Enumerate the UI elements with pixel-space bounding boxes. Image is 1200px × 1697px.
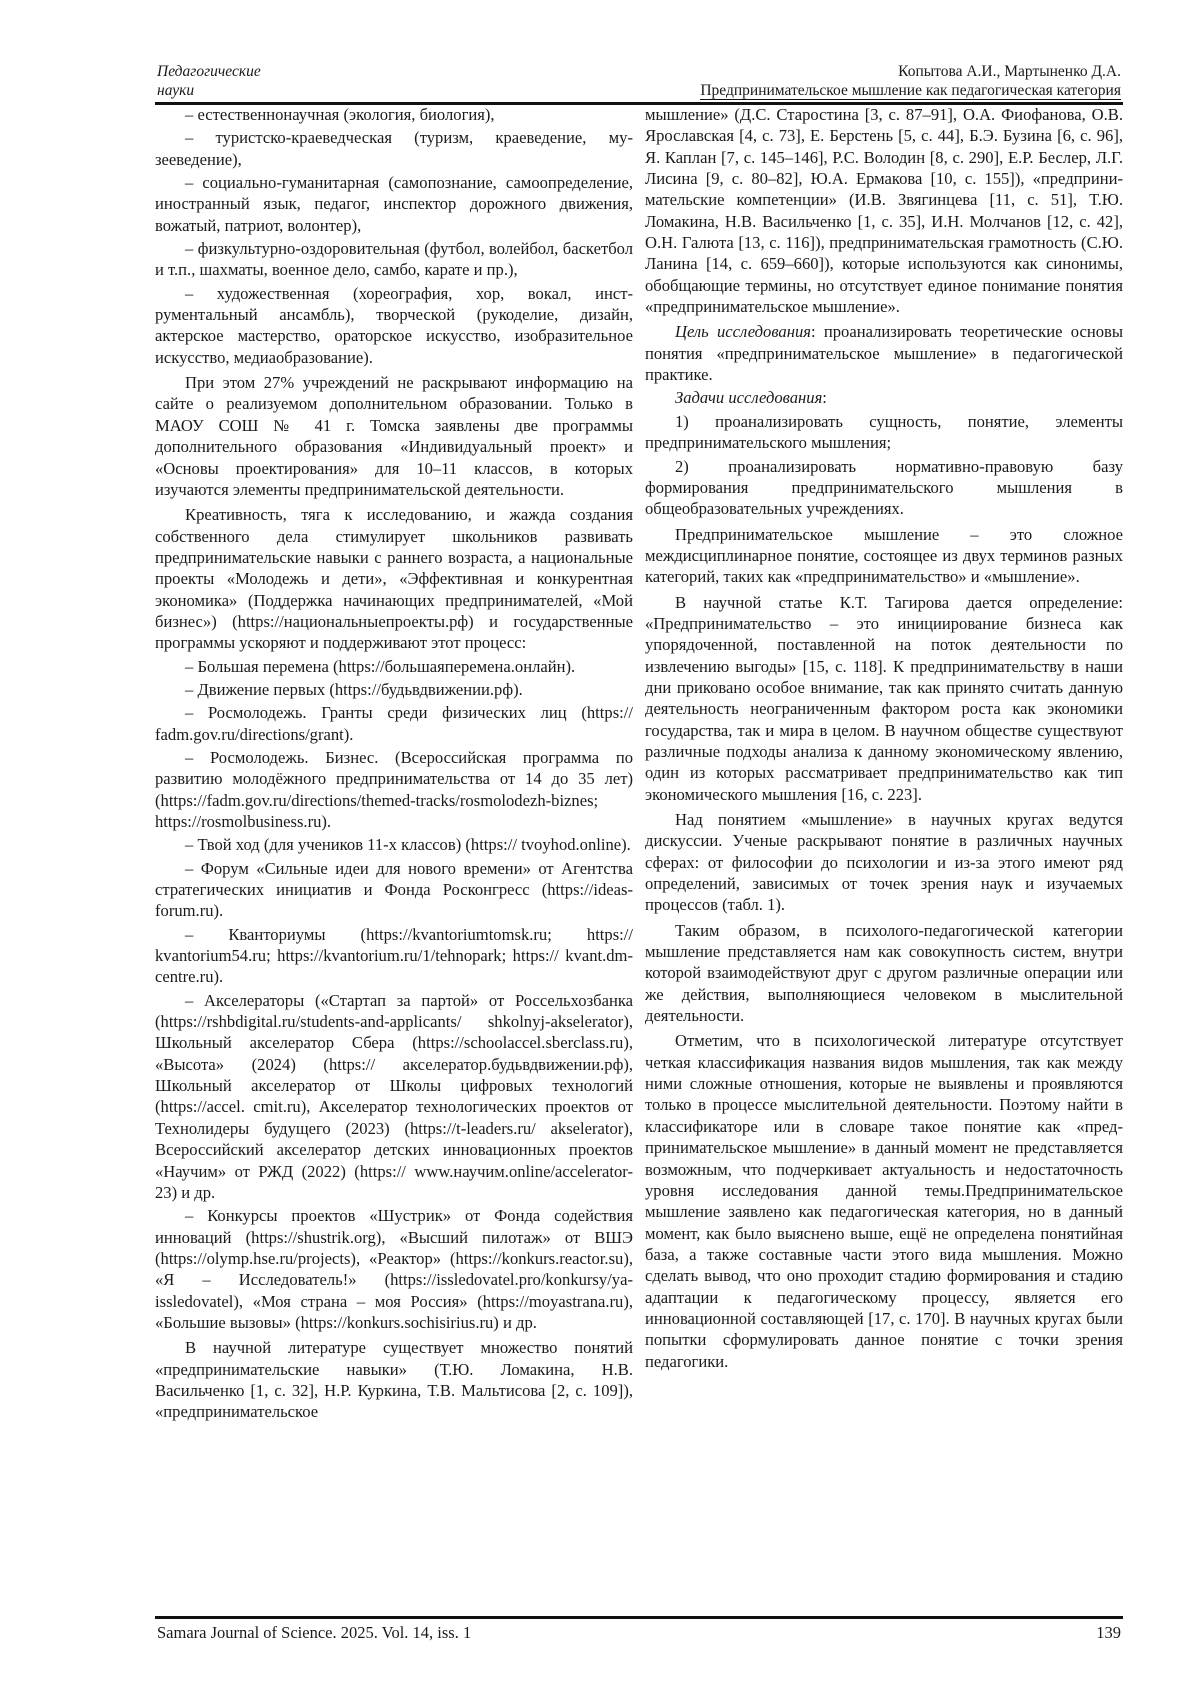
- article-title: Предпринимательское мышление как педагогическая категория: [700, 82, 1121, 99]
- section-label-line1: Педагогические: [157, 63, 261, 80]
- left-column: [155, 104, 633, 1423]
- list-item: – Росмолодежь. Гранты среди физических лиц (https:// fadm.gov.ru/directions/grant).: [155, 703, 633, 744]
- paragraph: Предпринимательское мышление – это сложное междисциплинарное понятие, состоящее из двух терминов разных категорий, таких как «предпринимательство» и «мышление».: [645, 524, 1123, 587]
- list-item: – Конкурсы проектов «Шустрик» от Фонда содействия инноваций (https://shustrik.org), «Высший пилотаж» от ВШЭ (https://olymp.hse.ru/projects), «Реактор» (https://konkurs.reactor.su), «Я – Исследователь!» (https://issledovatel.pro/konkursy/ya-issledovatel), «Моя страна – моя Россия» (https://moyastrana.ru), «Большие вызовы» (https://konkurs.sochisirius.ru) и др.: [155, 1206, 633, 1332]
- paragraph: – социально-гуманитарная (самопознание, самоопределение, иностранный язык, педагог, инспектор дорожного движения, вожатый, патриот, волонтер),: [155, 173, 633, 235]
- paragraph: В научной литературе существует множество понятий «предпринимательские навыки» (Т.Ю. Ломакина, Н.В. Васильченко [1, с. 32], Н.Р. Куркина, Т.В. Мальтисова [2, с. 109]), «предпринимательское: [155, 1338, 633, 1422]
- task-item: 2) проанализировать нормативно-правовую базу формирования предпринимательского мышления в общеобразовательных учреждениях.: [645, 456, 1123, 519]
- list-item: – Движение первых (https://будьвдвижении.рф).: [185, 679, 523, 699]
- list-item: – Твой ход (для учеников 11-х классов) (https:// tvoyhod.online).: [185, 835, 631, 855]
- paragraph: В научной статье К.Т. Тагирова дается определение: «Предпринимательство – это инициирование бизнеса как упорядоченной, поставленной на поток деятельности по извлечению выгоды» [15, с. 118]. К предпринимательству в наши дни приковано особое внимание, так как принято считать данную деятельность неограниченным фактором роста как экономики государства, так и мира в целом. В научном обществе существуют различные подходы анализа к данному экономическому явлению, один из которых рассматривает предпринимательство как тип экономического мышления [16, с. 223].: [645, 592, 1123, 804]
- authors: Копытова А.И., Мартыненко Д.А.: [898, 63, 1121, 80]
- paragraph: Таким образом, в психолого-педагогической категории мышление представляется нам как совокупность систем, внутри которой взаимодействуют друг с другом различные операции или же действия, выполняющиеся человеком в мыслительной деятельности.: [645, 920, 1123, 1026]
- article-info: [700, 62, 1121, 100]
- paragraph: – туристско-краеведческая (туризм, краеведение, музееведение),: [155, 128, 633, 169]
- page-number: 139: [1096, 1623, 1121, 1642]
- paragraph: – физкультурно-оздоровительная (футбол, волейбол, баскетбол и т.п., шахматы, военное дело, самбо, карате и пр.),: [155, 239, 633, 280]
- task-item: 1) проанализировать сущность, понятие, элементы предпринимательского мышления;: [645, 411, 1123, 453]
- list-item: – Форум «Сильные идеи для нового времени» от Агентства стратегических инициатив и Фонда Росконгресс (https://ideas-forum.ru).: [155, 858, 633, 921]
- paragraph: – художественная (хореография, хор, вокал, инструментальный ансамбль), творческой (рукоделие, дизайн, актерское мастерство, ораторское искусство, изобразительное искусство, медиаобразование).: [155, 283, 633, 367]
- research-tasks-label: Задачи исследования: [675, 388, 823, 408]
- research-goal-text: : проанализировать теоретические основы понятия «предпринимательское мышление» в педагогической практике.: [645, 322, 1123, 385]
- paragraph: Креативность, тяга к исследованию, и жажда создания собственного дела стимулирует школьников развивать предпринимательские навыки с раннего возраста, а национальные проекты «Молодежь и дети», «Эффективная и конкурентная экономика» (Поддержка начинающих предпринимателей, «Мой бизнес») (https://национальныепроекты.рф) и государственные программы ускоряют и поддерживают этот процесс:: [155, 505, 633, 653]
- list-item: – Росмолодежь. Бизнес. (Всероссийская программа по развитию молодёжного предпринимательства от 14 до 35 лет) (https://fadm.gov.ru/directions/themed-tracks/rosmolodezh-biznes; https://rosmolbusiness.ru).: [155, 747, 633, 831]
- list-item: – Кванториумы (https://kvantoriumtomsk.ru; https:// kvantorium54.ru; https://kvantorium.ru/1/tehnopark; https:// kvant.dm-centre.ru).: [155, 924, 633, 987]
- paragraph: Отметим, что в психологической литературе отсутствует четкая классификация названия видов мышления, так как между ними сложные отношения, которые не выявлены и проявляются только в процессе мыслительной деятельности. Поэтому найти в классификаторе или в словаре такое понятие как «предпринимательское мышление» в данный момент не представляется возможным, что подчеркивает актуальность и недостаточность уровня исследования данной темы.Предпринимательское мышление заявлено как педагогическая категория, но в данный момент, как было выяснено выше, ещё не определена понятийная база, а также составные части этого вида мышления. Можно сделать вывод, что оно проходит стадию формирования и стадию адаптации к педагогическому процессу, является его инновационной составляющей [17, с. 170]. В научных кругах были попытки сформулировать данное понятие с точки зрения педагогики.: [645, 1031, 1123, 1371]
- research-goal: [645, 321, 1123, 385]
- paragraph: Над понятием «мышление» в научных кругах ведутся дискуссии. Ученые раскрывают понятие в различных научных сферах: от философии до психологии и из-за этого имеют ряд определений, зависимых от точек зрения наук и изучаемых процессов (табл. 1).: [645, 810, 1123, 915]
- running-header: [155, 58, 1123, 105]
- running-footer: [155, 1616, 1123, 1642]
- colon: :: [822, 388, 827, 408]
- paragraph: При этом 27% учреждений не раскрывают информацию на сайте о реализуемом дополнительном образовании. Только в МАОУ СОШ № 41 г. Томска заявлены две программы дополнительного образования «Индивидуальный проект» и «Основы проектирования» для 10–11 классов, в которых изучаются элементы предпринимательской деятельности.: [155, 373, 633, 499]
- article-page: [155, 58, 1123, 1422]
- paragraph: – естественнонаучная (экология, биология),: [185, 105, 495, 124]
- section-label-line2: науки: [157, 82, 195, 99]
- paragraph-continuation: мышление» (Д.С. Старостина [3, с. 87–91], О.А. Фиофанова, О.В. Ярославская [4, с. 73], Е. Берстень [5, с. 44], Б.Э. Бузина [6, с. 96], Я. Каплан [7, с. 145–146], Р.С. Володин [8, с. 290], Е.Р. Беслер, Л.Г. Лисина [9, с. 80–82], Ю.А. Ермакова [10, с. 155]), «предпринимательские компетенции» (И.В. Звягинцева [11, с. 51], Т.Ю. Ломакина, Н.В. Васильченко [1, с. 35], И.Н. Молчанов [12, с. 42], О.Н. Галюта [13, с. 116]), предпринимательская грамотность (С.Ю. Ланина [14, с. 659–660]), которые используются как синонимы, обобщающие термины, но отсутствует единое понимание понятия «предпринимательское мышление».: [645, 105, 1123, 317]
- research-tasks-heading: [645, 387, 1123, 408]
- two-column-body: [155, 104, 1123, 1423]
- section-label: [157, 62, 261, 100]
- list-item: – Большая перемена (https://большаяперемена.онлайн).: [185, 656, 576, 676]
- list-item: – Акселераторы («Стартап за партой» от Россельхозбанка (https://rshbdigital.ru/students-and-applicants/ shkolnyj-akselerator), Школьный акселератор Сбера (https://schoolaccel.sberclass.ru), «Высота» (2024) (https:// акселератор.будьвдвижении.рф), Школьный акселератор от Школы цифровых технологий (https://accel. cmit.ru), Акселератор технологических проектов от Технолидеры будущего (2023) (https://t-leaders.ru/ akselerator), Всероссийский акселератор детских инновационных проектов «Научим» от РЖД (2022) (https:// www.научим.online/accelerator-23) и др.: [155, 990, 633, 1202]
- journal-citation: Samara Journal of Science. 2025. Vol. 14, iss. 1: [157, 1623, 472, 1642]
- right-column: [645, 104, 1123, 1423]
- research-goal-label: Цель исследования: [675, 322, 811, 342]
